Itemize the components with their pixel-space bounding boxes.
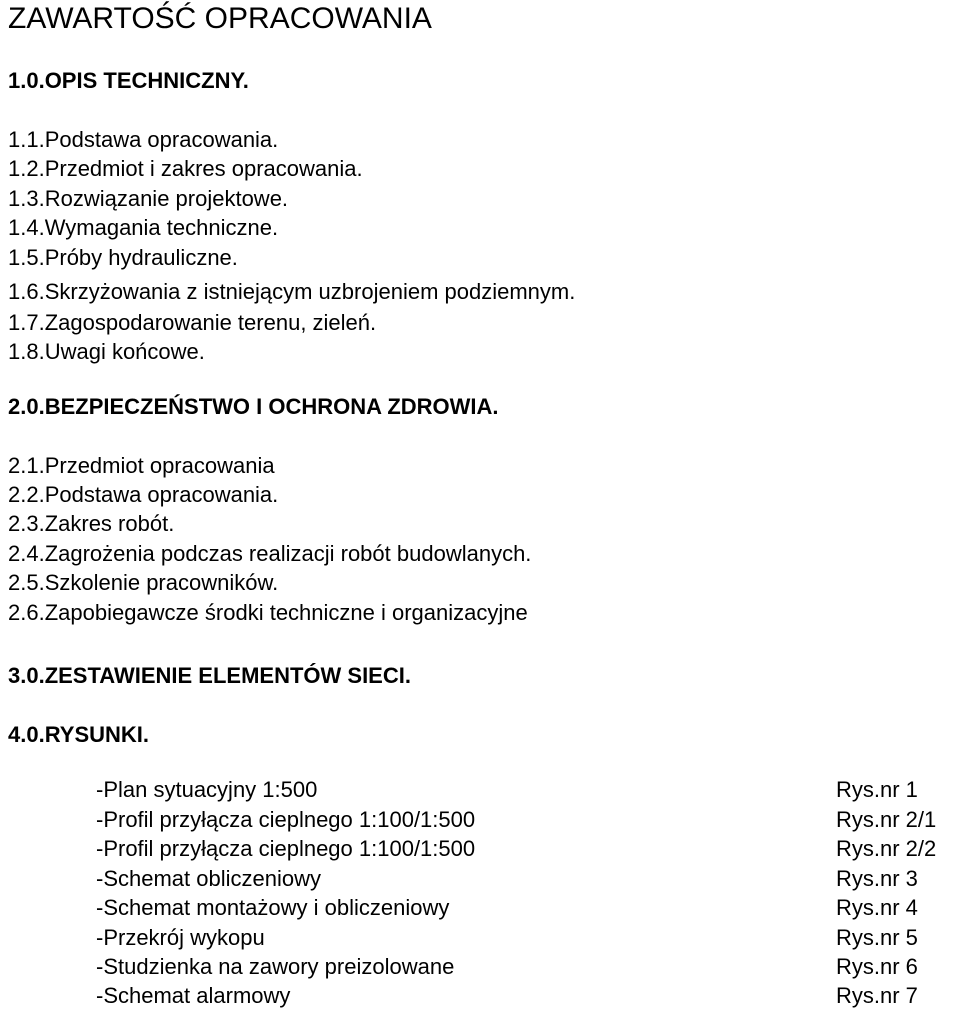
toc-item: 2.5.Szkolenie pracowników. [8,570,279,595]
toc-item: 1.3.Rozwiązanie projektowe. [8,186,289,211]
toc-item: 1.8.Uwagi końcowe. [8,339,205,364]
drawing-ref: Rys.nr 2/1 [836,807,937,832]
drawing-name: -Schemat montażowy i obliczeniowy [96,895,450,920]
drawing-ref: Rys.nr 7 [836,983,918,1008]
toc-item: 1.5.Próby hydrauliczne. [8,245,238,270]
drawing-name: -Profil przyłącza cieplnego 1:100/1:500 [96,836,476,861]
drawing-name: -Schemat alarmowy [96,983,291,1008]
drawing-ref: Rys.nr 3 [836,866,918,891]
drawing-ref: Rys.nr 5 [836,925,918,950]
toc-item: 2.4.Zagrożenia podczas realizacji robót budowlanych. [8,541,532,566]
toc-item: 1.6.Skrzyżowania z istniejącym uzbrojeniem podziemnym. [8,279,576,304]
drawing-ref: Rys.nr 1 [836,777,918,802]
document-title: ZAWARTOŚĆ OPRACOWANIA [8,2,432,35]
section-heading-1: 1.0.OPIS TECHNICZNY. [8,68,249,93]
section-heading-4: 4.0.RYSUNKI. [8,722,150,747]
drawing-ref: Rys.nr 4 [836,895,918,920]
drawing-name: -Przekrój wykopu [96,925,265,950]
toc-item: 2.3.Zakres robót. [8,511,175,536]
toc-item: 1.2.Przedmiot i zakres opracowania. [8,156,363,181]
drawing-name: -Studzienka na zawory preizolowane [96,954,455,979]
drawing-name: -Profil przyłącza cieplnego 1:100/1:500 [96,807,476,832]
toc-item: 2.2.Podstawa opracowania. [8,482,279,507]
toc-item: 1.4.Wymagania techniczne. [8,215,279,240]
drawing-ref: Rys.nr 2/2 [836,836,937,861]
toc-item: 2.1.Przedmiot opracowania [8,453,275,478]
drawing-name: -Schemat obliczeniowy [96,866,321,891]
toc-item: 2.6.Zapobiegawcze środki techniczne i organizacyjne [8,600,528,625]
drawing-name: -Plan sytuacyjny 1:500 [96,777,318,802]
drawing-ref: Rys.nr 6 [836,954,918,979]
section-heading-2: 2.0.BEZPIECZEŃSTWO I OCHRONA ZDROWIA. [8,394,499,419]
section-heading-3: 3.0.ZESTAWIENIE ELEMENTÓW SIECI. [8,663,411,688]
toc-item: 1.1.Podstawa opracowania. [8,127,279,152]
toc-item: 1.7.Zagospodarowanie terenu, zieleń. [8,310,377,335]
